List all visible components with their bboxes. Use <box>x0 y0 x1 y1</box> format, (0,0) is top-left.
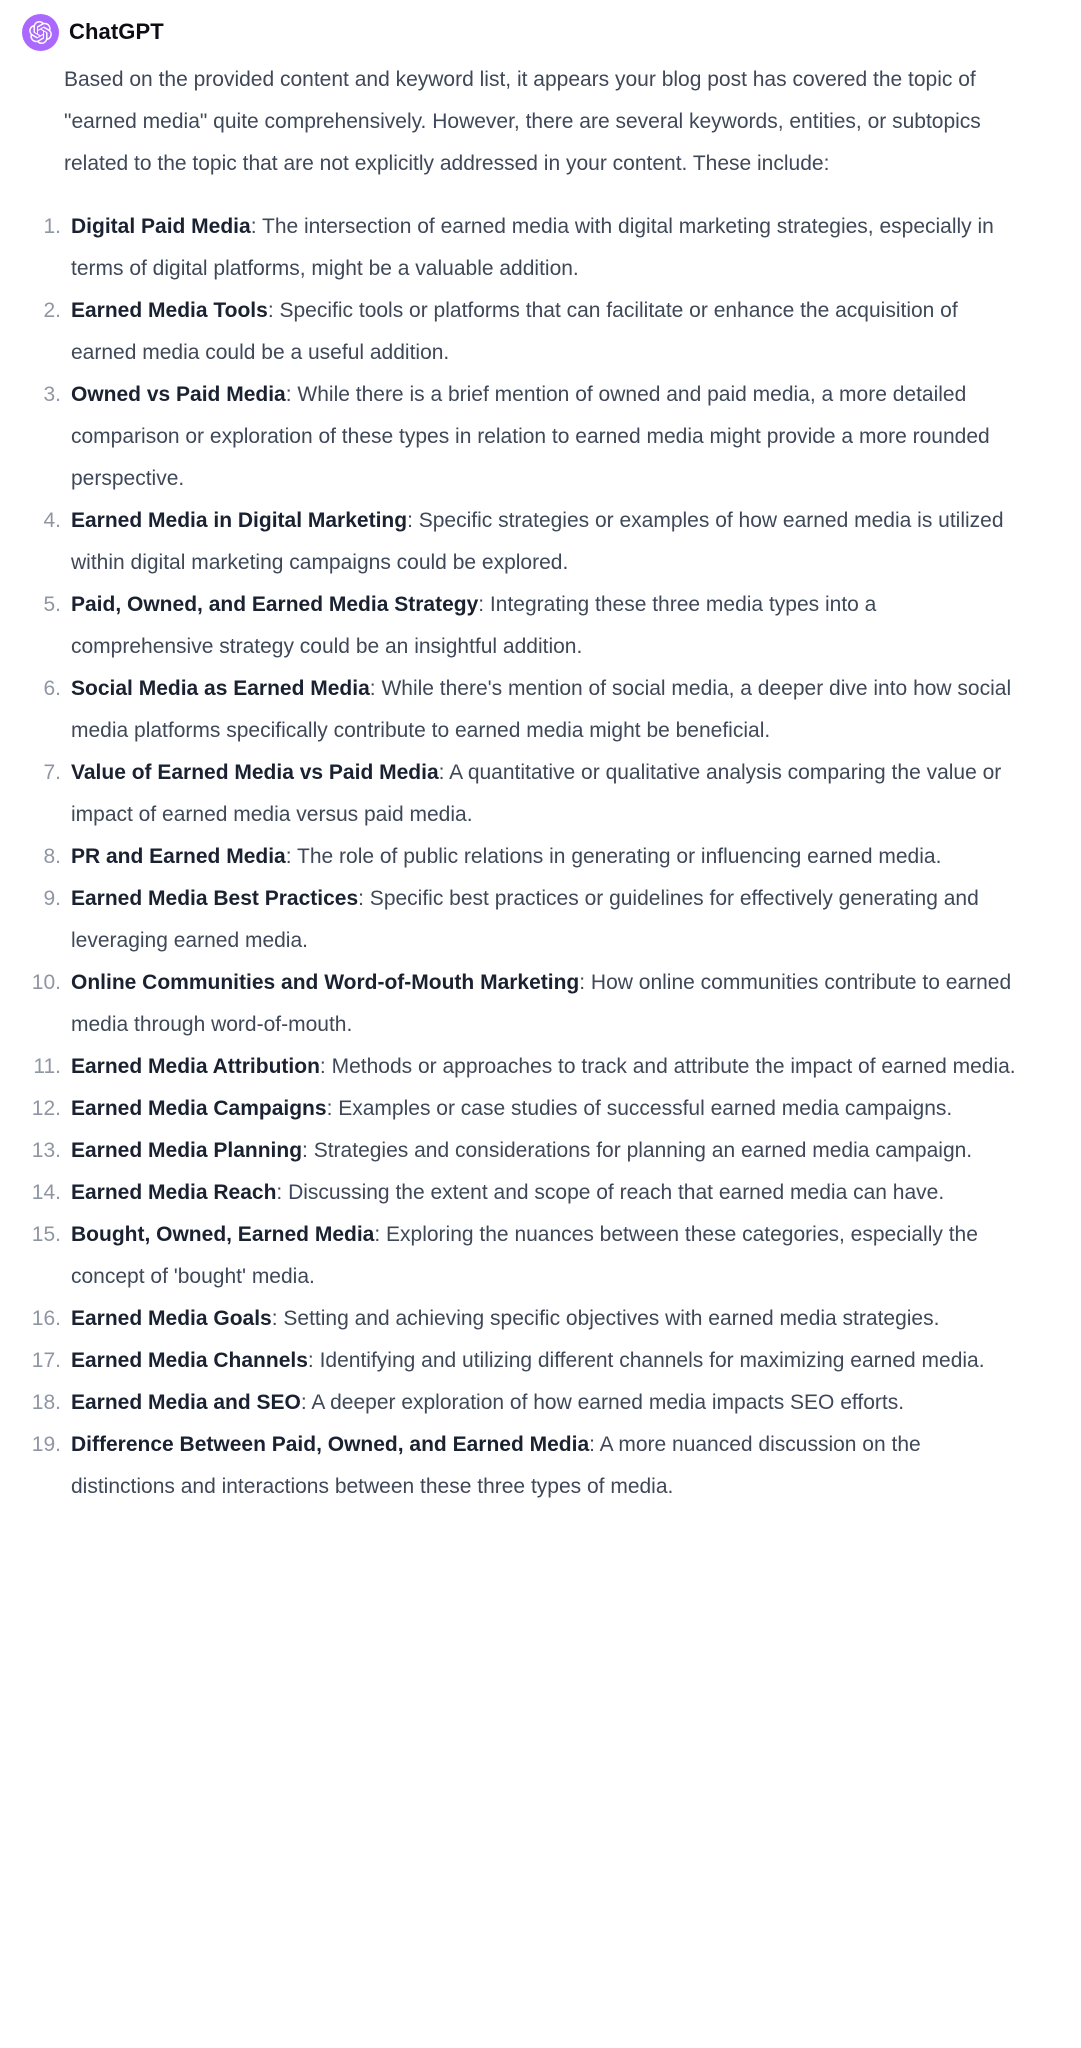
list-item-number: 9. <box>43 887 61 910</box>
list-item-description: : Specific tools or platforms that can facilitate or enhance the acquisition of earned media could be a useful addition. <box>71 299 958 364</box>
list-item-description: : Specific strategies or examples of how earned media is utilized within digital marketing campaigns could be explored. <box>71 509 1004 574</box>
list-item-number: 2. <box>43 299 61 322</box>
list-item-description: : Identifying and utilizing different channels for maximizing earned media. <box>307 1349 985 1372</box>
list-item-title: Earned Media Channels <box>71 1349 308 1372</box>
list-item-description: : Discussing the extent and scope of reach that earned media can have. <box>276 1181 945 1204</box>
list-item <box>31 1382 1022 1424</box>
list-item-title: Difference Between Paid, Owned, and Earned Media <box>71 1433 590 1456</box>
list-item <box>31 1088 1022 1130</box>
list-item-number: 17. <box>31 1349 61 1372</box>
message-header <box>22 12 1023 52</box>
list-item-title: Earned Media Planning <box>71 1139 303 1162</box>
openai-logo-icon <box>29 21 52 44</box>
list-item-number: 5. <box>43 593 61 616</box>
list-item-description: : A deeper exploration of how earned media impacts SEO efforts. <box>300 1391 905 1414</box>
list-item-number: 15. <box>31 1223 61 1246</box>
list-item-number: 10. <box>31 971 61 994</box>
list-item-title: Earned Media and SEO <box>71 1391 301 1414</box>
list-item <box>43 374 1022 500</box>
list-item-title: Earned Media Reach <box>71 1181 277 1204</box>
list-item <box>43 584 1022 668</box>
list-item <box>31 1424 1022 1508</box>
list-item <box>31 1214 1022 1298</box>
list-item <box>43 500 1022 584</box>
list-item <box>31 1298 1022 1340</box>
list-item <box>43 878 1022 962</box>
list-item-number: 12. <box>31 1097 61 1120</box>
list-item <box>43 668 1022 752</box>
list-item-title: Earned Media Best Practices <box>71 887 359 910</box>
list-item-title: Earned Media Goals <box>71 1307 272 1330</box>
list-item <box>43 290 1022 374</box>
list-item <box>43 206 1022 290</box>
list-item-title: Earned Media Tools <box>71 299 268 322</box>
list-item-description: : How online communities contribute to earned media through word-of-mouth. <box>71 971 1012 1036</box>
topic-list <box>31 206 1022 1508</box>
list-item-number: 19. <box>31 1433 61 1456</box>
list-item-title: Online Communities and Word-of-Mouth Marketing <box>71 971 580 994</box>
list-item <box>31 962 1022 1046</box>
list-item-number: 4. <box>43 509 61 532</box>
list-item-title: Owned vs Paid Media <box>71 383 286 406</box>
list-item-description: : Strategies and considerations for planning an earned media campaign. <box>302 1139 973 1162</box>
list-item <box>43 836 1022 878</box>
list-item <box>31 1130 1022 1172</box>
list-item-title: Paid, Owned, and Earned Media Strategy <box>71 593 479 616</box>
list-item-description: : While there's mention of social media, a deeper dive into how social media platforms specifically contribute to earned media might be beneficial. <box>71 677 1012 742</box>
list-item-title: Social Media as Earned Media <box>71 677 370 700</box>
list-item-title: Digital Paid Media <box>71 215 251 238</box>
list-item-number: 18. <box>31 1391 61 1414</box>
list-item <box>33 1046 1022 1088</box>
list-item-description: : While there is a brief mention of owned and paid media, a more detailed comparison or exploration of these types in relation to earned media might provide a more rounded perspective. <box>71 383 990 490</box>
list-item-description: : Integrating these three media types into a comprehensive strategy could be an insightful addition. <box>71 593 877 658</box>
list-item-description: : The role of public relations in generating or influencing earned media. <box>285 845 942 868</box>
intro-paragraph: Based on the provided content and keyword list, it appears your blog post has covered the topic of "earned media" quite comprehensively. However, there are several keywords, entities, or subtopics related to the topic that are not explicitly addressed in your content. These include: <box>64 68 981 175</box>
message-body <box>31 59 1022 1508</box>
list-item-description: : Specific best practices or guidelines for effectively generating and leveraging earned media. <box>71 887 979 952</box>
list-item-description: : Setting and achieving specific objectives with earned media strategies. <box>271 1307 940 1330</box>
list-item-description: : The intersection of earned media with digital marketing strategies, especially in terms of digital platforms, might be a valuable addition. <box>71 215 994 280</box>
list-item-title: Value of Earned Media vs Paid Media <box>71 761 439 784</box>
list-item <box>31 1340 1022 1382</box>
list-item-description: : Exploring the nuances between these categories, especially the concept of 'bought' media. <box>71 1223 978 1288</box>
list-item-number: 11. <box>33 1055 61 1078</box>
chatgpt-avatar <box>22 14 59 51</box>
list-item-number: 8. <box>43 845 61 868</box>
list-item-number: 14. <box>31 1181 61 1204</box>
list-item-description: : A quantitative or qualitative analysis comparing the value or impact of earned media versus paid media. <box>71 761 1002 826</box>
list-item-number: 1. <box>43 215 61 238</box>
list-item-description: : Methods or approaches to track and attribute the impact of earned media. <box>319 1055 1016 1078</box>
list-item-number: 6. <box>43 677 61 700</box>
list-item-number: 16. <box>31 1307 61 1330</box>
list-item-title: Earned Media Attribution <box>71 1055 320 1078</box>
list-item-number: 13. <box>31 1139 61 1162</box>
list-item-title: Earned Media Campaigns <box>71 1097 327 1120</box>
list-item-description: : Examples or case studies of successful earned media campaigns. <box>326 1097 953 1120</box>
list-item <box>43 752 1022 836</box>
list-item <box>31 1172 1022 1214</box>
list-item-title: Bought, Owned, Earned Media <box>71 1223 375 1246</box>
sender-name: ChatGPT <box>69 19 164 44</box>
list-item-number: 3. <box>43 383 61 406</box>
list-item-title: Earned Media in Digital Marketing <box>71 509 408 532</box>
list-item-number: 7. <box>43 761 61 784</box>
list-item-description: : A more nuanced discussion on the distinctions and interactions between these three types of media. <box>71 1433 921 1498</box>
list-item-title: PR and Earned Media <box>71 845 286 868</box>
